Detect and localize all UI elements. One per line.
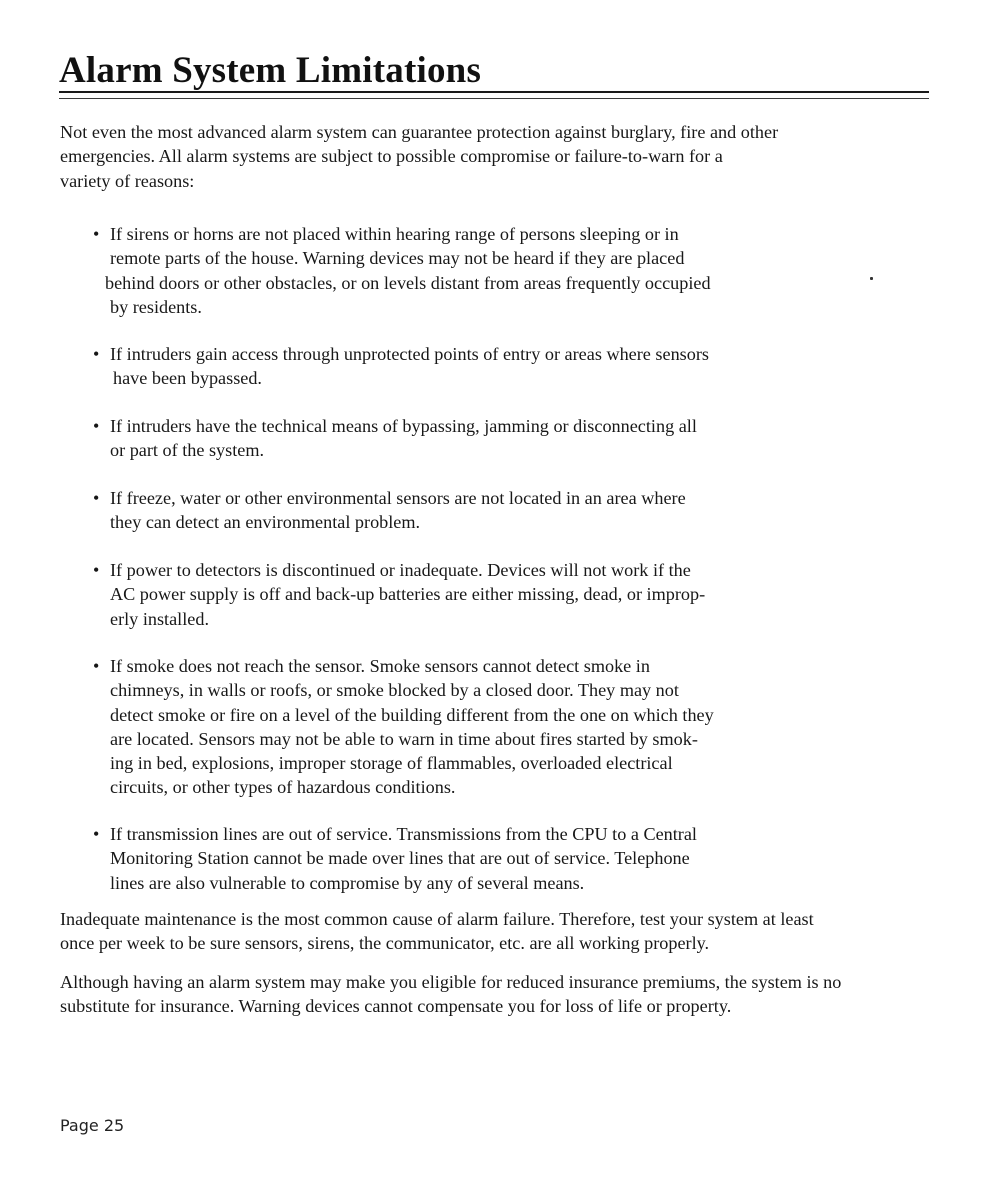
maintenance-paragraph (60, 907, 814, 956)
intro-line: Not even the most advanced alarm system can guarantee protection against burglary, fire and other (60, 122, 779, 142)
list-item-line: are located. Sensors may not be able to warn in time about fires started by smok- (110, 728, 698, 749)
list-item-line: If sirens or horns are not placed within hearing range of persons sleeping or in (110, 224, 679, 244)
list-item-line: If smoke does not reach the sensor. Smoke sensors cannot detect smoke in (110, 656, 650, 676)
bullet-icon: • (93, 824, 100, 844)
intro-line: variety of reasons: (60, 170, 195, 191)
list-item-line: If intruders gain access through unprotected points of entry or areas where sensors (110, 344, 709, 364)
intro-paragraph (60, 120, 778, 193)
insurance-line: Although having an alarm system may make you eligible for reduced insurance premiums, the system is no (60, 972, 842, 992)
bullet-icon: • (93, 560, 100, 580)
list-item-line: AC power supply is off and back-up batteries are either missing, dead, or improp- (110, 584, 706, 605)
bullet-icon: • (93, 224, 100, 244)
list-item-line: erly installed. (110, 608, 209, 629)
list-item-line: chimneys, in walls or roofs, or smoke blocked by a closed door. They may not (110, 680, 679, 701)
list-item-line: detect smoke or fire on a level of the building different from the one on which they (110, 704, 714, 725)
bullet-icon: • (93, 344, 100, 364)
list-item-line: ing in bed, explosions, improper storage of flammables, overloaded electrical (110, 753, 673, 774)
page-number: Page 25 (60, 1116, 125, 1135)
scan-speck (870, 277, 873, 280)
list-item-line: have been bypassed. (113, 368, 262, 389)
insurance-line: substitute for insurance. Warning devices cannot compensate you for loss of life or property. (60, 996, 732, 1017)
bullet-icon: • (93, 416, 100, 436)
list-item-line: If freeze, water or other environmental sensors are not located in an area where (110, 488, 686, 508)
maintenance-line: Inadequate maintenance is the most common cause of alarm failure. Therefore, test your system at least (60, 909, 814, 929)
intro-line: emergencies. All alarm systems are subject to possible compromise or failure-to-warn for a (60, 146, 723, 167)
title-underline-thin (59, 98, 929, 99)
list-item-line: lines are also vulnerable to compromise by any of several means. (110, 872, 585, 893)
list-item-line: or part of the system. (110, 440, 265, 461)
list-item-line: circuits, or other types of hazardous conditions. (110, 777, 456, 798)
list-item-line: remote parts of the house. Warning devices may not be heard if they are placed (110, 248, 685, 269)
maintenance-line: once per week to be sure sensors, sirens, the communicator, etc. are all working properly. (60, 933, 710, 954)
list-item-line: If power to detectors is discontinued or inadequate. Devices will not work if the (110, 560, 691, 580)
title-underline (59, 91, 929, 93)
bullet-icon: • (93, 488, 100, 508)
list-item-line: If intruders have the technical means of bypassing, jamming or disconnecting all (110, 416, 697, 436)
bullet-icon: • (93, 656, 100, 676)
page-title: Alarm System Limitations (59, 50, 482, 91)
list-item-line: they can detect an environmental problem. (110, 512, 421, 533)
list-item-line: behind doors or other obstacles, or on levels distant from areas frequently occupied (105, 272, 711, 293)
insurance-paragraph (60, 970, 841, 1019)
list-item-line: by residents. (110, 296, 202, 317)
list-item-line: Monitoring Station cannot be made over lines that are out of service. Telephone (110, 848, 690, 869)
list-item-line: If transmission lines are out of service. Transmissions from the CPU to a Central (110, 824, 697, 844)
